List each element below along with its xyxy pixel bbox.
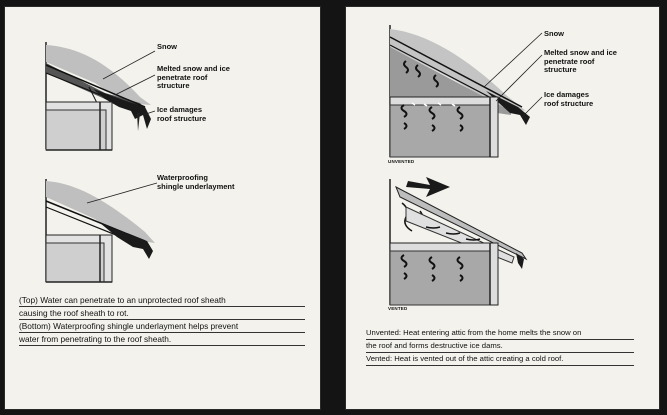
vented-label: VENTED	[388, 306, 408, 311]
vented-roof-illustration	[390, 177, 526, 305]
caption-line: Vented: Heat is vented out of the attic creating a cold roof.	[366, 353, 634, 366]
caption-line: causing the roof sheath to rot.	[19, 307, 305, 320]
caption-line: (Top) Water can penetrate to an unprotected roof sheath	[19, 294, 305, 307]
caption-line: water from penetrating to the roof sheath.	[19, 333, 305, 346]
caption-line: the roof and forms destructive ice dams.	[366, 340, 634, 353]
bottom-roof-illustration	[46, 179, 155, 282]
melted-snow-label: Melted snow and ice penetrate roof structure	[544, 48, 617, 74]
caption-line: (Bottom) Waterproofing shingle underlayment helps prevent	[19, 320, 305, 333]
left-panel	[4, 6, 321, 410]
right-panel	[345, 6, 660, 410]
unvented-label: UNVENTED	[388, 159, 415, 164]
snow-label: Snow	[157, 42, 177, 51]
unvented-roof-illustration	[390, 25, 530, 157]
ice-damage-label: Ice damages roof structure	[544, 90, 594, 108]
bottom-leader-line	[87, 183, 157, 203]
snow-label: Snow	[544, 29, 564, 38]
melted-snow-label: Melted snow and ice penetrate roof structure	[157, 64, 230, 90]
waterproofing-label: Waterproofing shingle underlayment	[157, 173, 235, 191]
top-roof-illustration	[46, 42, 151, 150]
caption-line: Unvented: Heat entering attic from the home melts the snow on	[366, 327, 634, 340]
vent-arrow-icon	[406, 177, 450, 197]
left-caption	[19, 294, 305, 346]
right-caption	[366, 327, 634, 366]
ice-damage-label: Ice damages roof structure	[157, 105, 207, 123]
